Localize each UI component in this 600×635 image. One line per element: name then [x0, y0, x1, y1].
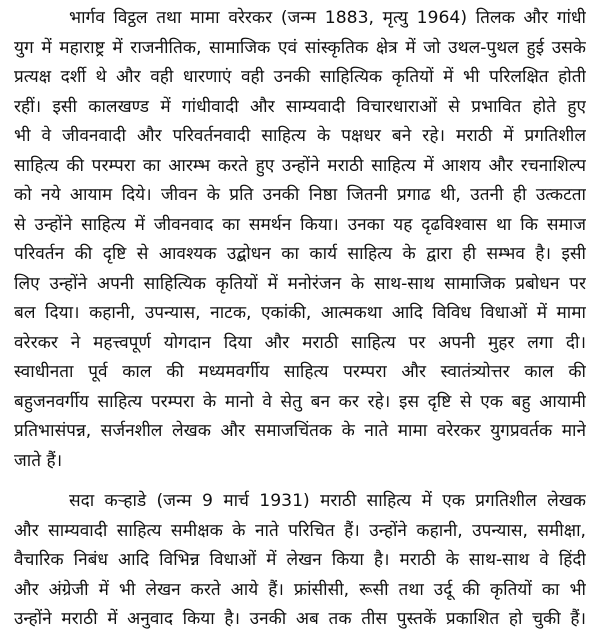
- paragraph-gap: [14, 476, 586, 487]
- text-line: और साम्यवादी साहित्य समीक्षक के नाते परिचित हैं। उन्होंने कहानी, उपन्यास, समीक्षा,: [14, 520, 586, 541]
- text-line: से उन्होंने साहित्य में जीवनवाद का समर्थन किया। उनका यह दृढविश्वास था कि समाज: [14, 214, 586, 235]
- text-line: भी वे जीवनवादी और परिवर्तनवादी साहित्य के पक्षधर बने रहे। मराठी में प्रगतिशील: [14, 126, 586, 146]
- text-line: सदा कऱ्हाडे (जन्म 9 मार्च 1931) मराठी साहित्य में एक प्रगतिशील लेखक: [69, 491, 586, 511]
- text-line: लिए उन्होंने अपनी साहित्यिक कृतियों में मनोरंजन के साथ-साथ सामाजिक प्रबोधन पर: [14, 273, 586, 294]
- text-line: स्वाधीनता पूर्व काल की मध्यमवर्गीय साहित्य परम्परा और स्वातंत्र्योत्तर काल की: [14, 362, 586, 382]
- text-line: रहीं। इसी कालखण्ड में गांधीवादी और साम्यवादी विचारधाराओं से प्रभावित होते हुए: [14, 96, 586, 117]
- text-line: परिवर्तन की दृष्टि से आवश्यक उद्बोधन का कार्य साहित्य के द्वारा ही सम्भव है। इसी: [14, 244, 586, 264]
- text-line: उन्होंने मराठी में अनुवाद किया है। उनकी अब तक तीस पुस्तकें प्रकाशित हो चुकी हैं।: [14, 609, 586, 629]
- paragraph-mama-varerkar: [14, 4, 586, 476]
- paragraph-sada-karhade: [14, 487, 586, 635]
- text-line: और अंग्रेजी में भी लेखन करते आये हैं। फ्रांसीसी, रूसी तथा उर्दू की कृतियों का भी: [14, 579, 586, 600]
- text-line: वैचारिक निबंध आदि विभिन्न विधाओं में लेखन किया है। मराठी के साथ-साथ वे हिंदी: [14, 550, 586, 570]
- text-line: भार्गव विट्ठल तथा मामा वरेरकर (जन्म 1883, मृत्यु 1964) तिलक और गांधी: [69, 8, 586, 28]
- text-line: युग में महाराष्ट्र में राजनीतिक, सामाजिक एवं सांस्कृतिक क्षेत्र में जो उथल-पुथल हुई उसके: [14, 37, 586, 58]
- text-line: जाते हैं।: [14, 450, 63, 471]
- text-line: को नये आयाम दिये। जीवन के प्रति उनकी निष्ठा जितनी प्रगाढ थी, उतनी ही उत्कटता: [14, 185, 586, 205]
- text-line: बहुजनवर्गीय साहित्य परम्परा के मानो वे सेतु बन कर रहे। इस दृष्टि से एक बहु आयामी: [14, 391, 586, 412]
- text-line: प्रत्यक्ष दर्शी थे और वही धारणाएं वही उनकी साहित्यिक कृतियों में भी परिलक्षित होती: [14, 67, 586, 87]
- text-line: वरेरकर ने महत्त्वपूर्ण योगदान दिया और मराठी साहित्य पर अपनी मुहर लगा दी।: [14, 332, 586, 353]
- text-line: साहित्य की परम्परा का आरम्भ करते हुए उन्होंने मराठी साहित्य में आशय और रचनाशिल्प: [14, 155, 586, 176]
- text-line: प्रतिभासंपन्न, सर्जनशील लेखक और समाजचिंतक के नाते मामा वरेरकर युगप्रवर्तक माने: [14, 421, 586, 441]
- text-line: बल दिया। कहानी, उपन्यास, नाटक, एकांकी, आत्मकथा आदि विविध विधाओं में मामा: [14, 303, 586, 323]
